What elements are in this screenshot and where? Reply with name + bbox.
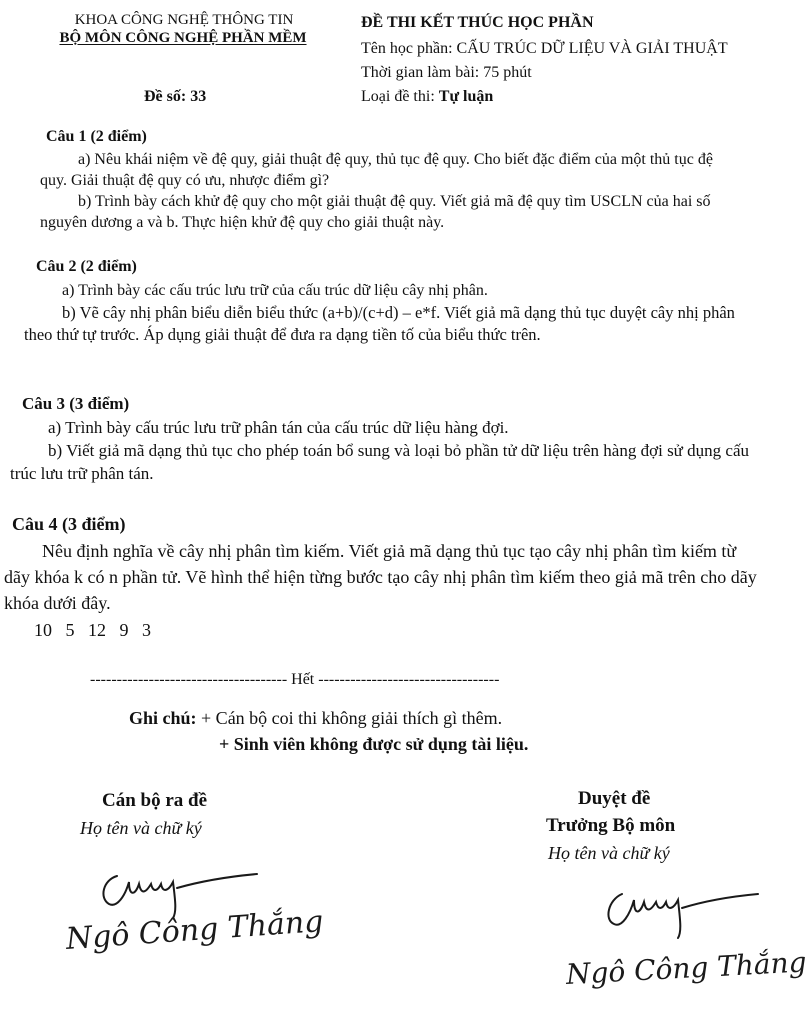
key-sequence: 10 5 12 9 3 [34,620,151,640]
question-2-body [24,280,746,346]
exam-type [361,88,493,106]
department-text: BỘ MÔN CÔNG NGHỆ PHẦN MỀM [59,30,307,46]
question-3-body [10,416,755,485]
right-signer-name: Ngô Công Thắng [565,945,807,991]
question-2-part-a: a) Trình bày các cấu trúc lưu trữ của cấu trúc dữ liệu cây nhị phân. [62,282,488,299]
question-3-title: Câu 3 (3 điểm) [22,394,130,413]
right-signer-role-2: Trưởng Bộ môn [546,815,676,836]
exam-code: Đề số: 33 [144,88,207,105]
department-name [52,30,314,47]
question-1-body [40,149,740,233]
right-signer-hint: Họ tên và chữ ký [548,843,670,863]
note-line-2: + Sinh viên không được sử dụng tài liệu. [219,734,529,754]
exam-duration: Thời gian làm bài: 75 phút [361,64,532,81]
question-1-title: Câu 1 (2 điểm) [46,128,147,145]
note-text-1: + Cán bộ coi thi không giải thích gì thêm. [196,708,503,728]
note-label: Ghi chú: [129,708,197,728]
question-2-title: Câu 2 (2 điểm) [36,258,137,275]
left-signer-hint: Họ tên và chữ ký [80,818,202,838]
note-line-1 [129,708,502,729]
exam-type-label: Loại đề thi: [361,88,439,105]
right-signature-mark [600,880,760,942]
question-3-part-b: b) Viết giả mã dạng thủ tục cho phép toán bổ sung và loại bỏ phần tử dữ liệu trên hàng đợi sử dụng cấu trúc lưu trữ phân tán. [10,441,749,483]
question-1-part-b: b) Trình bày cách khử đệ quy cho một giải thuật đệ quy. Viết giả mã đệ quy tìm USCLN của hai số nguyên dương a và b. Thực hiện khử đệ quy cho giải thuật này. [40,193,711,231]
question-3-part-a: a) Trình bày cấu trúc lưu trữ phân tán của cấu trúc dữ liệu hàng đợi. [48,418,509,437]
faculty-name: KHOA CÔNG NGHỆ THÔNG TIN [74,12,294,28]
question-4-title: Câu 4 (3 điểm) [12,514,126,534]
left-signer-name: Ngô Công Thắng [64,904,325,957]
left-signer-role: Cán bộ ra đề [102,790,208,811]
question-1-part-a: a) Nêu khái niệm về đệ quy, giải thuật đệ quy, thủ tục đệ quy. Cho biết đặc điểm của một thủ tục đệ quy. Giải thuật đệ quy có ưu, nhược điểm gì? [40,151,713,189]
course-name: Tên học phần: CẤU TRÚC DỮ LIỆU VÀ GIẢI THUẬT [361,40,728,57]
right-signer-role: Duyệt đề [578,788,651,809]
question-4-body [4,538,760,616]
end-marker: ------------------------------------- Hết ---------------------------------- [90,671,500,688]
exam-title: ĐỀ THI KẾT THÚC HỌC PHẦN [361,14,594,31]
question-4-text: Nêu định nghĩa về cây nhị phân tìm kiếm. Viết giả mã dạng thủ tục tạo cây nhị phân tìm kiếm từ dãy khóa k có n phần tử. Vẽ hình thể hiện từng bước tạo cây nhị phân tìm kiếm theo giả mã trên cho dãy khóa dưới đây. [4,541,757,613]
question-2-part-b: b) Vẽ cây nhị phân biểu diễn biểu thức (a+b)/(c+d) – e*f. Viết giả mã dạng thủ tục duyệt cây nhị phân theo thứ tự trước. Áp dụng giải thuật để đưa ra dạng tiền tố của biểu thức trên. [24,303,735,344]
exam-type-value: Tự luận [438,88,494,105]
